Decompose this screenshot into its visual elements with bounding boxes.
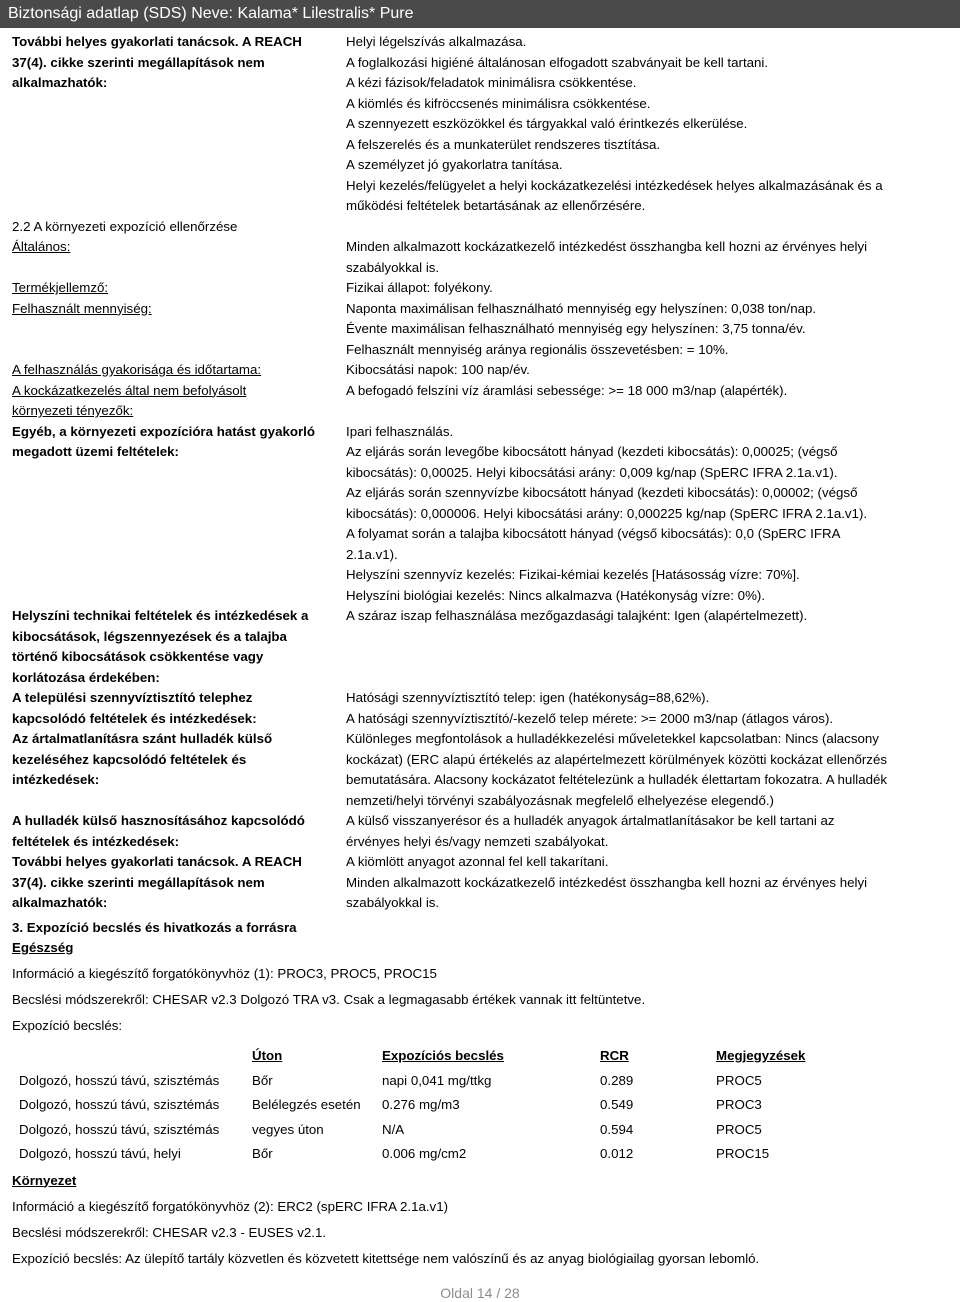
table-cell: 0.012 xyxy=(600,1146,634,1162)
health-heading: Egészség xyxy=(12,940,74,955)
label-line: 37(4). cikke szerinti megállapítások nem xyxy=(12,54,265,70)
value-frequency: Kibocsátási napok: 100 nap/év. xyxy=(346,362,530,377)
table-cell: 0.276 mg/m3 xyxy=(382,1097,460,1113)
table-cell: napi 0,041 mg/ttkg xyxy=(382,1072,492,1088)
label-text: Felhasznált mennyiség: xyxy=(12,300,152,316)
table-cell: 0.006 mg/cm2 xyxy=(382,1146,467,1162)
value-factors: A befogadó felszíni víz áramlási sebessége: >= 18 000 m3/nap (alapérték). xyxy=(346,382,788,398)
label-line: Helyszíni technikai feltételek és intézkedések a xyxy=(12,608,309,623)
health-info: Információ a kiegészítő forgatókönyvhöz (1): PROC3, PROC5, PROC15 xyxy=(12,966,437,981)
row-recovery xyxy=(12,811,948,852)
value-line: A folyamat során a talajba kibocsátott hányad (végső kibocsátás): 0,0 (SpERC IFRA xyxy=(346,526,841,541)
label-frequency xyxy=(12,360,346,381)
table-cell: PROC3 xyxy=(716,1097,762,1113)
value-line: 2.1a.v1). xyxy=(346,546,398,562)
table-header-cell: Úton xyxy=(252,1048,283,1064)
table-header-row xyxy=(12,1044,916,1069)
row-waste xyxy=(12,729,948,811)
table-cell: Dolgozó, hosszú távú, szisztémás xyxy=(19,1121,220,1137)
value-line: működési feltételek betartásának az ellenőrzésére. xyxy=(346,198,646,213)
exposure-label: Expozíció becslés: xyxy=(12,1018,123,1033)
section-2-2-heading-row xyxy=(12,217,948,238)
label-line: A hulladék külső hasznosításához kapcsolódó xyxy=(12,813,305,828)
label-line: A települési szennyvíztisztító telephez xyxy=(12,690,253,705)
label-line: környezeti tényezők: xyxy=(12,403,134,418)
row-onsite-measures xyxy=(12,606,948,688)
value-line: Helyi légelszívás alkalmazása. xyxy=(346,34,527,49)
value-line: Évente maximálisan felhasználható mennyiség egy helyszínen: 3,75 tonna/év. xyxy=(346,321,806,336)
label-line: intézkedések: xyxy=(12,772,100,787)
label-recovery xyxy=(12,811,346,852)
value-line: Felhasznált mennyiség aránya regionális összevetésben: = 10%. xyxy=(346,341,729,357)
value-line: A kiömlés és kifröccsenés minimálisra csökkentése. xyxy=(346,95,651,111)
value-advice xyxy=(346,852,946,914)
page-number: Oldal 14 / 28 xyxy=(440,1285,520,1301)
row-product xyxy=(12,278,948,299)
environment-info: Információ a kiegészítő forgatókönyvhöz (2): ERC2 (spERC IFRA 2.1a.v1) xyxy=(12,1198,449,1214)
table-cell: Bőr xyxy=(252,1072,273,1088)
label-general xyxy=(12,237,346,278)
label-line: korlátozása érdekében: xyxy=(12,669,160,685)
table-cell: N/A xyxy=(382,1121,405,1137)
label-line: történő kibocsátások csökkentése vagy xyxy=(12,649,264,664)
label-line: Egyéb, a környezeti expozícióra hatást gyakorló xyxy=(12,423,315,439)
table-cell: Dolgozó, hosszú távú, szisztémás xyxy=(19,1072,220,1088)
value-line: A kiömlött anyagot azonnal fel kell takarítani. xyxy=(346,854,609,869)
row-amount xyxy=(12,299,948,361)
label-text: A felhasználás gyakorisága és időtartama: xyxy=(12,362,262,377)
table-cell: PROC15 xyxy=(716,1146,770,1162)
health-method: Becslési módszerekről: CHESAR v2.3 Dolgozó TRA v3. Csak a legmagasabb értékek vannak itt feltüntetve. xyxy=(12,992,646,1007)
section-3 xyxy=(12,918,948,1269)
table-cell: 0.594 xyxy=(600,1121,634,1137)
value-general xyxy=(346,237,946,278)
table-cell: Dolgozó, hosszú távú, szisztémás xyxy=(19,1097,220,1113)
value-line: Az eljárás során levegőbe kibocsátott hányad (kezdeti kibocsátás): 0,00025; (végső xyxy=(346,444,838,459)
section-3-title: 3. Expozíció becslés és hivatkozás a forrásra xyxy=(12,920,297,935)
label-line: kapcsolódó feltételek és intézkedések: xyxy=(12,710,257,726)
table-cell: vegyes úton xyxy=(252,1121,324,1137)
value-line: Helyszíni szennyvíz kezelés: Fizikai-kémiai kezelés [Hatásosság vízre: 70%]. xyxy=(346,567,800,582)
label-line: kibocsátások, légszennyezések és a talajba xyxy=(12,628,287,644)
row-good-practice xyxy=(12,32,948,217)
table-cell: Bőr xyxy=(252,1146,273,1162)
value-line: Minden alkalmazott kockázatkezelő intézkedést összhangba kell hozni az érvényes helyi xyxy=(346,239,868,254)
table-row xyxy=(12,1142,916,1167)
section-2-2-title: 2.2 A környezeti expozíció ellenőrzése xyxy=(12,218,238,234)
content-rows xyxy=(12,32,948,914)
label-text: Termékjellemző: xyxy=(12,280,109,295)
label-line: Az ártalmatlanításra szánt hulladék külső xyxy=(12,731,273,746)
value-recovery xyxy=(346,811,946,852)
value-line: kibocsátás): 0,00025. Helyi kibocsátási arány: 0,009 kg/nap (SpERC IFRA 2.1a.v1). xyxy=(346,464,838,480)
value-waste xyxy=(346,729,946,811)
label-stp xyxy=(12,688,346,729)
table-row xyxy=(12,1069,916,1094)
exposure-table xyxy=(12,1044,916,1167)
table-header-cell: Expozíciós becslés xyxy=(382,1048,504,1064)
value-stp xyxy=(346,688,946,729)
table-cell: 0.289 xyxy=(600,1072,634,1088)
label-product xyxy=(12,278,346,299)
value-line: érvényes helyi és/vagy nemzeti szabályokat. xyxy=(346,833,609,849)
environment-estimate: Expozíció becslés: Az ülepítő tartály közvetlen és közvetett kitettsége nem valószínű és az anyag biológiailag gyorsan lebomló. xyxy=(12,1250,760,1266)
row-frequency xyxy=(12,360,948,381)
table-cell: 0.549 xyxy=(600,1097,634,1113)
table-header-cell: RCR xyxy=(600,1048,629,1064)
label-line: alkalmazhatók: xyxy=(12,895,108,910)
label-text: Általános: xyxy=(12,239,71,254)
value-line: A kézi fázisok/feladatok minimálisra csökkentése. xyxy=(346,75,637,90)
label-amount xyxy=(12,299,346,361)
value-line: A szennyezett eszközökkel és tárgyakkal való érintkezés elkerülése. xyxy=(346,116,748,131)
label-advice xyxy=(12,852,346,914)
value-line: A felszerelés és a munkaterület rendszeres tisztítása. xyxy=(346,136,661,152)
label-line: kezeléséhez kapcsolódó feltételek és xyxy=(12,751,247,767)
value-good-practice xyxy=(346,32,946,217)
value-amount xyxy=(346,299,946,361)
value-product: Fizikai állapot: folyékony. xyxy=(346,280,493,295)
value-line: A személyzet jó gyakorlatra tanítása. xyxy=(346,157,563,172)
label-line: 37(4). cikke szerinti megállapítások nem xyxy=(12,874,265,890)
value-line: szabályokkal is. xyxy=(346,259,440,275)
value-line: Különleges megfontolások a hulladékkezelési műveletekkel kapcsolatban: Nincs (alacsony xyxy=(346,731,879,746)
label-factors xyxy=(12,381,346,422)
label-line: További helyes gyakorlati tanácsok. A REACH xyxy=(12,34,302,49)
value-line: Helyszíni biológiai kezelés: Nincs alkalmazva (Hatékonyság vízre: 0%). xyxy=(346,587,766,603)
label-line: A kockázatkezelés által nem befolyásolt xyxy=(12,382,247,398)
label-good-practice xyxy=(12,32,346,217)
value-line: A foglalkozási higiéné általánosan elfogadott szabványait be kell tartani. xyxy=(346,54,769,70)
row-advice xyxy=(12,852,948,914)
value-line: Hatósági szennyvíztisztító telep: igen (hatékonyság=88,62%). xyxy=(346,690,710,705)
row-other-conditions xyxy=(12,422,948,607)
value-line: A külső visszanyerésor és a hulladék anyagok ártalmatlanításakor be kell tartani az xyxy=(346,813,835,828)
value-line: Minden alkalmazott kockázatkezelő intézkedést összhangba kell hozni az érvényes helyi xyxy=(346,874,868,890)
table-header-cell: Megjegyzések xyxy=(716,1048,806,1064)
value-line: Naponta maximálisan felhasználható mennyiség egy helyszínen: 0,038 ton/nap. xyxy=(346,300,817,316)
window-title: Biztonsági adatlap (SDS) Neve: Kalama* Lilestralis* Pure xyxy=(0,0,960,28)
table-row xyxy=(12,1093,916,1118)
table-row xyxy=(12,1118,916,1143)
value-line: nemzeti/helyi törvényi szabályozásnak megfelelő elhelyezése elegendő.) xyxy=(346,792,774,808)
value-line: kockázat) (ERC alapú értékelés az alapértelmezett körülmények közötti kockázat ellenőrzés xyxy=(346,751,887,767)
value-line: bemutatására. Alacsony kockázatot feltételezünk a hulladék élettartam fokozatra. A hulladék xyxy=(346,772,888,787)
table-cell: PROC5 xyxy=(716,1072,762,1088)
label-line: További helyes gyakorlati tanácsok. A REACH xyxy=(12,854,302,869)
value-line: Ipari felhasználás. xyxy=(346,423,454,439)
value-line: kibocsátás): 0,000006. Helyi kibocsátási arány: 0,000225 kg/nap (SpERC IFRA 2.1a.v1). xyxy=(346,505,868,521)
label-waste xyxy=(12,729,346,811)
row-factors xyxy=(12,381,948,422)
environment-heading: Környezet xyxy=(12,1172,77,1188)
table-cell: Dolgozó, hosszú távú, helyi xyxy=(19,1146,181,1162)
label-onsite-measures xyxy=(12,606,346,688)
table-cell: Belélegzés esetén xyxy=(252,1097,361,1113)
environment-method: Becslési módszerekről: CHESAR v2.3 - EUSES v2.1. xyxy=(12,1224,327,1240)
value-line: Az eljárás során szennyvízbe kibocsátott hányad (kezdeti kibocsátás): 0,00002; (végső xyxy=(346,485,858,500)
value-line: szabályokkal is. xyxy=(346,895,440,910)
value-line: A hatósági szennyvíztisztító/-kezelő telep mérete: >= 2000 m3/nap (átlagos város). xyxy=(346,710,834,726)
table-header-cell xyxy=(12,1044,252,1069)
table-cell: PROC5 xyxy=(716,1121,762,1137)
label-line: alkalmazhatók: xyxy=(12,75,108,90)
row-stp xyxy=(12,688,948,729)
label-line: megadott üzemi feltételek: xyxy=(12,444,179,459)
value-other-conditions xyxy=(346,422,946,607)
label-line: feltételek és intézkedések: xyxy=(12,833,180,849)
value-line: Helyi kezelés/felügyelet a helyi kockázatkezelési intézkedések helyes alkalmazásának és a xyxy=(346,177,883,193)
row-general xyxy=(12,237,948,278)
label-other-conditions xyxy=(12,422,346,607)
value-onsite-measures: A száraz iszap felhasználása mezőgazdasági talajként: Igen (alapértelmezett). xyxy=(346,608,808,623)
